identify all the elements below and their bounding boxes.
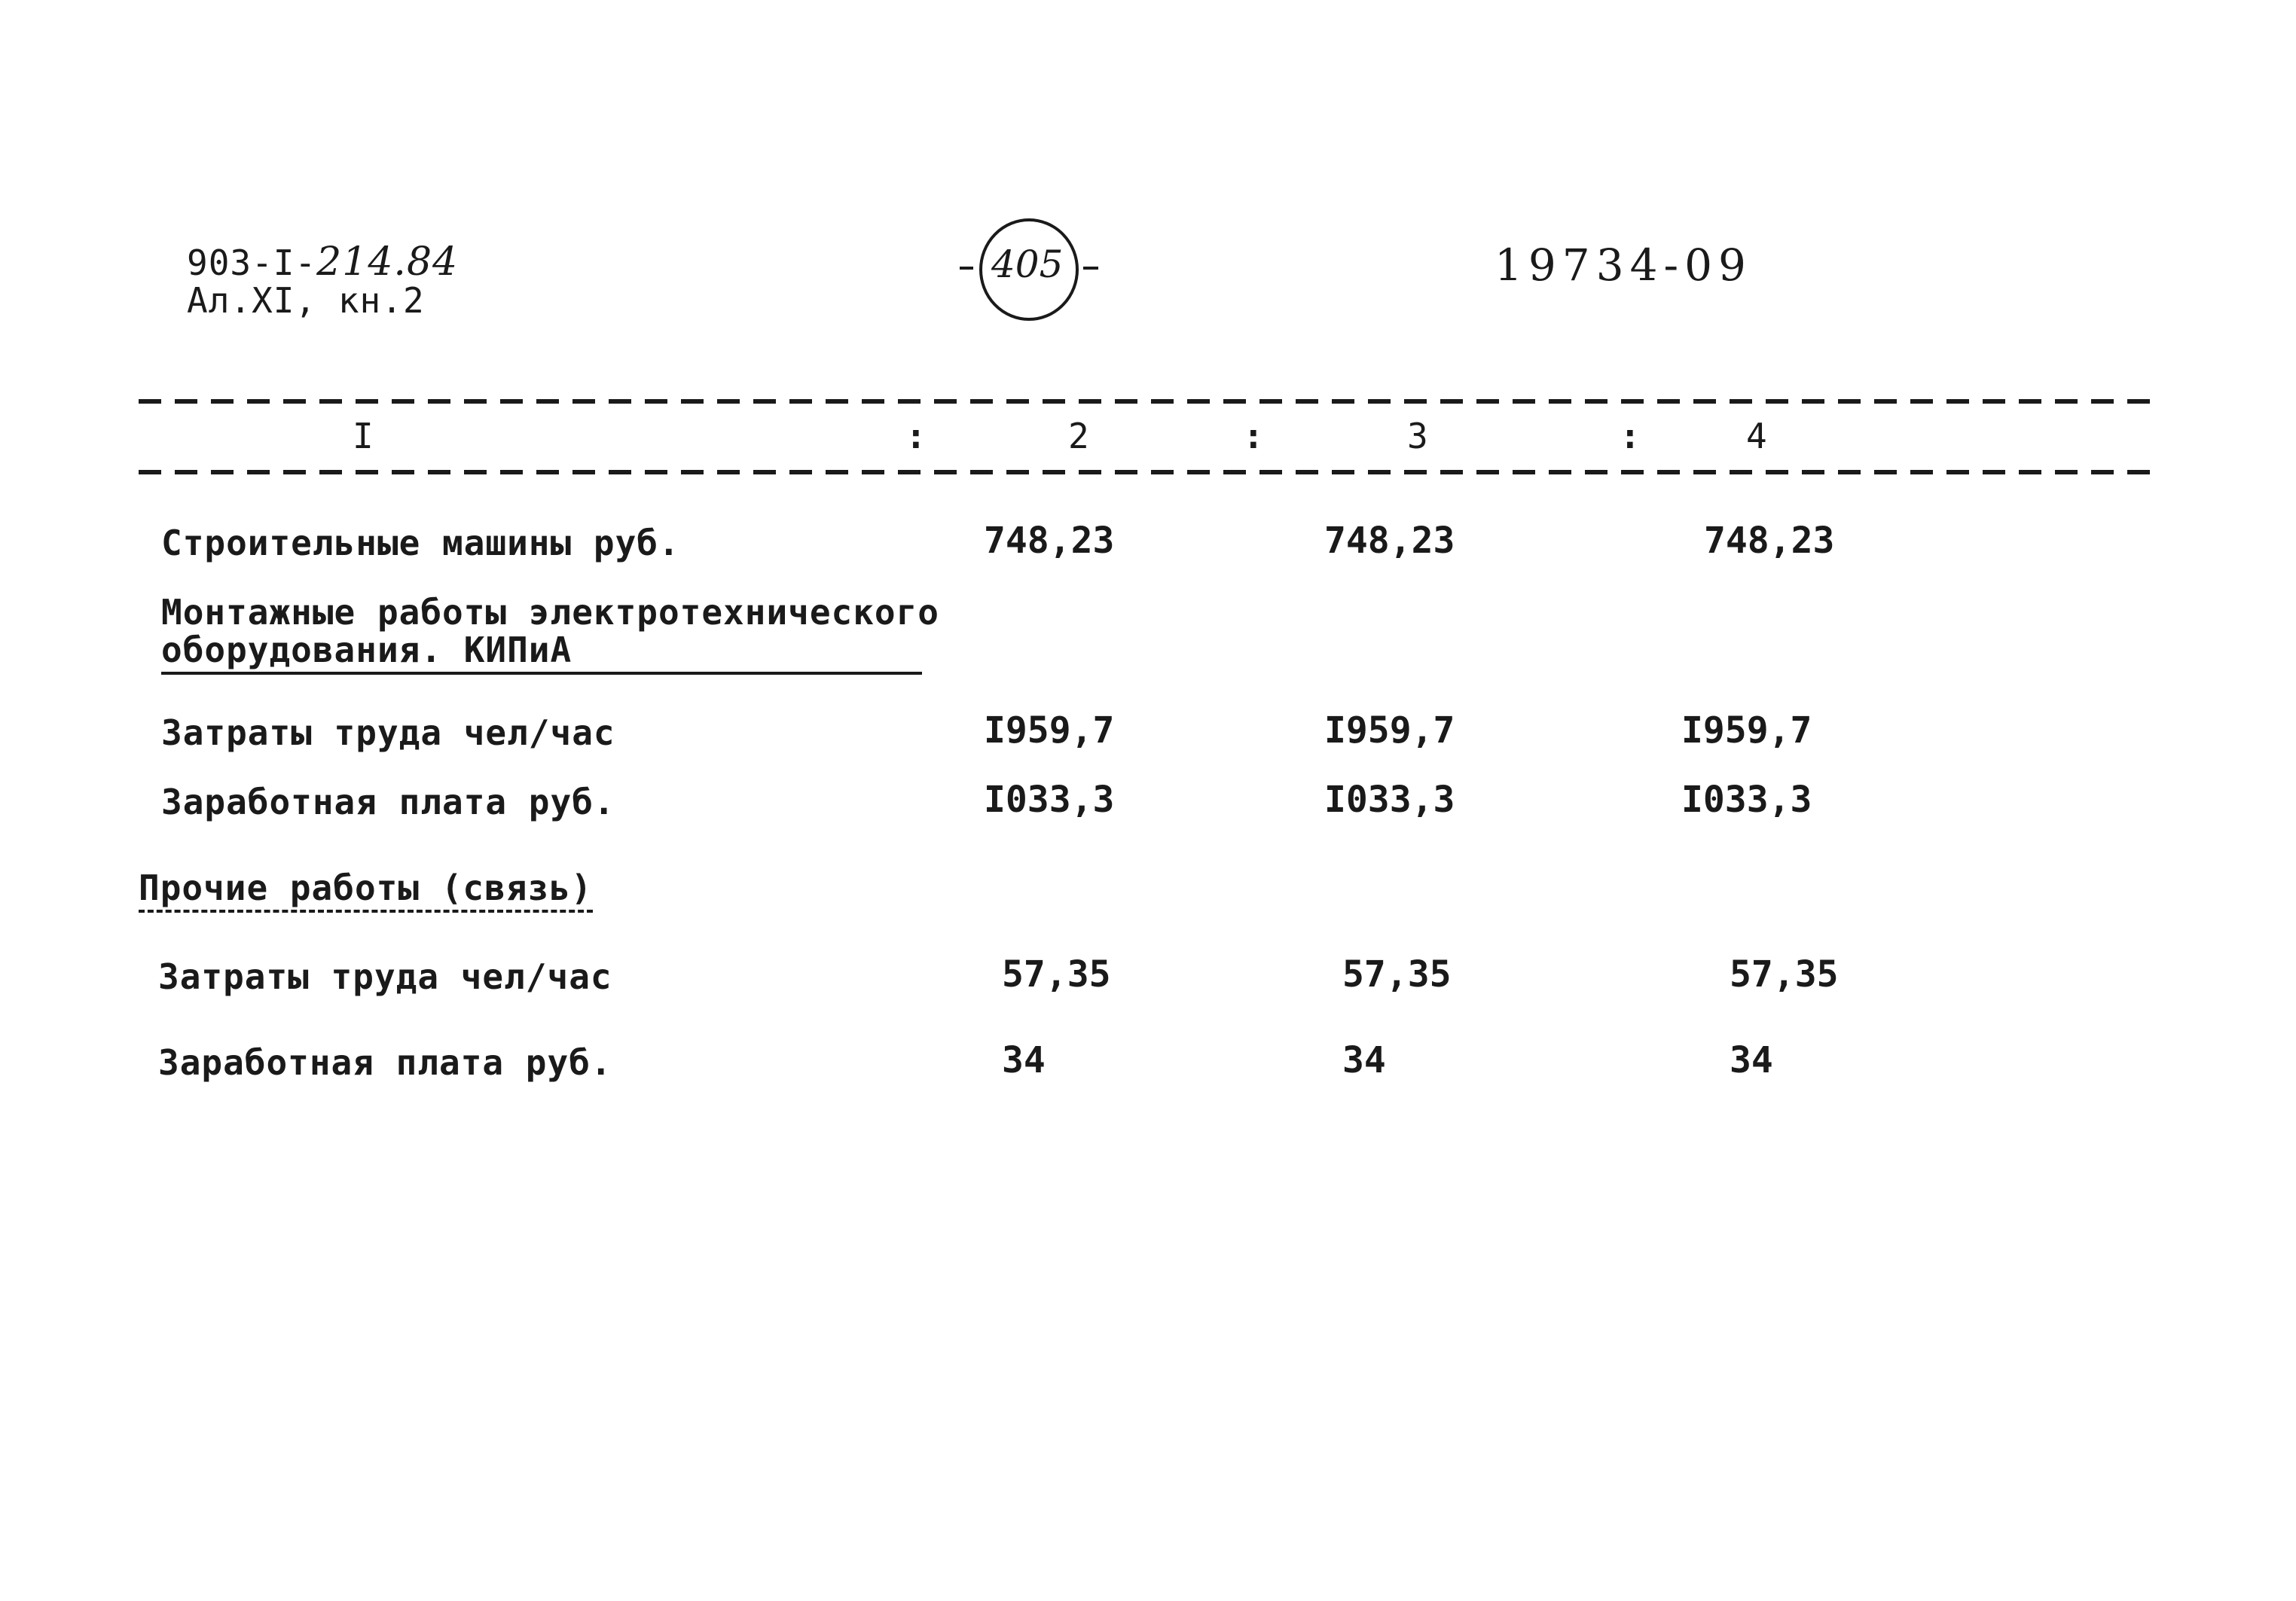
row-value-col2: 748,23 [984,520,1115,562]
row-value-col2: I033,3 [984,779,1115,821]
row-value-col2: 57,35 [1002,953,1111,996]
column-header-2: 2 [1068,416,1090,456]
section-heading-electrical-line2-text: оборудования. КИПиА [161,630,922,675]
row-value-col3: 748,23 [1324,520,1455,562]
table-top-rule [139,399,2157,404]
archive-number: 19734-09 [1495,239,1752,291]
document-code-prefix: 903-I- [187,242,317,283]
row-value-col4: 34 [1730,1039,1773,1081]
row-label-wages: Заработная плата руб. [161,782,615,822]
row-value-col4: 748,23 [1704,520,1835,562]
row-value-col2: I959,7 [984,709,1115,752]
column-separator-2: : [1243,416,1264,456]
row-value-col4: I959,7 [1681,709,1812,752]
row-label-labor: Затраты труда чел/час [161,712,615,753]
row-value-col3: I959,7 [1324,709,1455,752]
section-heading-other-works [139,868,593,908]
section-heading-electrical-line1: Монтажные работы электротехнического [161,592,939,633]
row-label-wages-other: Заработная плата руб. [158,1042,612,1083]
row-label-labor-other: Затраты труда чел/час [158,956,612,997]
column-header-3: 3 [1407,416,1429,456]
document-code [187,239,458,285]
row-label-construction-machines: Строительные машины руб. [161,523,680,563]
album-book-reference: Ал.XI, кн.2 [187,280,425,321]
column-separator-3: : [1620,416,1641,456]
row-value-col3: I033,3 [1324,779,1455,821]
section-heading-electrical-line2 [161,630,922,675]
document-code-handwritten: 214.84 [316,239,459,285]
row-value-col3: 57,35 [1342,953,1452,996]
page-number-stamp [955,214,1103,327]
row-value-col3: 34 [1342,1039,1386,1081]
section-heading-other-works-text: Прочие работы (связь) [139,868,593,913]
column-header-4: 4 [1746,416,1768,456]
row-value-col4: 57,35 [1730,953,1839,996]
page-number: 405 [991,242,1064,286]
column-header-1: I [353,416,374,456]
column-separator-1: : [905,416,927,456]
row-value-col4: I033,3 [1681,779,1812,821]
table-header-bottom-rule [139,470,2157,474]
row-value-col2: 34 [1002,1039,1046,1081]
